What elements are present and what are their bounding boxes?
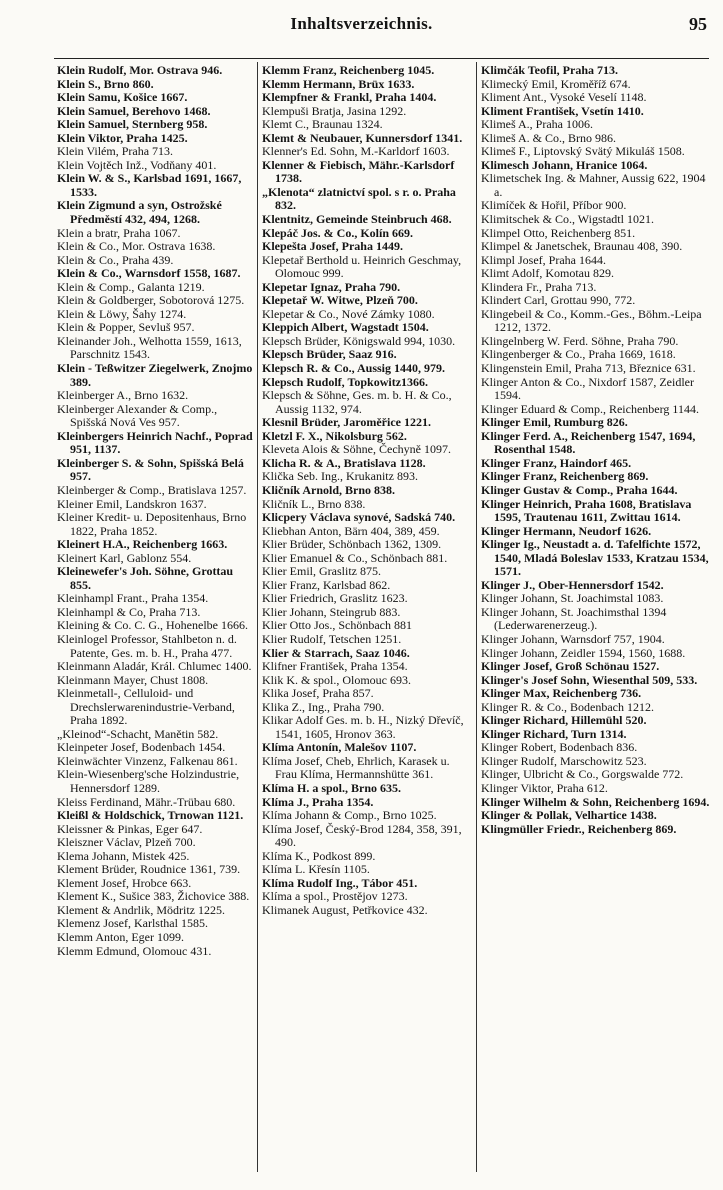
index-entry: „Kleinod“-Schacht, Manětin 582. xyxy=(57,726,219,741)
index-entry: Kliment Ant., Vysoké Veselí 1148. xyxy=(481,90,647,105)
index-entry: Klein & Löwy, Šahy 1274. xyxy=(57,306,187,321)
index-entry: „Klenota“ zlatnictví spol. s r. o. Praha 832. xyxy=(262,184,456,213)
index-entry: Klein W. & S., Karlsbad 1691, 1667, 1533. xyxy=(57,171,242,199)
index-entry: Klement Josef, Hrobce 663. xyxy=(57,875,192,890)
index-entry: Kleinert H.A., Reichenberg 1663. xyxy=(57,537,228,552)
index-entry: Klepsch Brüder, Königswald 994, 1030. xyxy=(262,333,456,348)
index-entry: Klíma Josef, Český-Brod 1284, 358, 391, 490. xyxy=(262,821,462,850)
index-entry: Klinger Franz, Reichenberg 869. xyxy=(481,469,649,484)
index-entry: Klicha R. & A., Bratislava 1128. xyxy=(262,455,426,470)
index-entry: Klimesch Johann, Hranice 1064. xyxy=(481,157,648,172)
index-entry: Klein Zigmund a syn, Ostrožské Předměstí 432, 494, 1268. xyxy=(57,198,222,227)
index-entry: Klimčák Teofil, Praha 713. xyxy=(481,63,619,77)
index-entry: Klier & Starrach, Saaz 1046. xyxy=(262,645,410,660)
index-entry: Klement K., Sušice 383, Žichovice 388. xyxy=(57,889,250,904)
index-entry: Klinger Hermann, Neudorf 1626. xyxy=(481,523,652,538)
index-entry: Kleinberger A., Brno 1632. xyxy=(57,388,189,403)
index-entry: Klinger Wilhelm & Sohn, Reichenberg 1694. xyxy=(481,794,710,809)
index-entry: Klein & Comp., Galanta 1219. xyxy=(57,279,205,294)
index-entry: Klinger Robert, Bodenbach 836. xyxy=(481,740,638,755)
index-entry: Kličník L., Brno 838. xyxy=(262,496,366,511)
index-entry: Klinger Johann, Zeidler 1594, 1560, 1688. xyxy=(481,645,686,660)
index-entry: Klinger Richard, Turn 1314. xyxy=(481,726,627,741)
header-rule xyxy=(54,58,709,59)
index-entry: Klingenberger & Co., Praha 1669, 1618. xyxy=(481,347,676,362)
index-entry: Kleppich Albert, Wagstadt 1504. xyxy=(262,320,429,335)
index-entry: Klimíček & Hořil, Příbor 900. xyxy=(481,198,627,213)
index-entry: Kleinander Joh., Welhotta 1559, 1613, Parschnitz 1543. xyxy=(57,333,242,362)
index-entry: Klein & Co., Mor. Ostrava 1638. xyxy=(57,239,216,254)
index-entry: Klíma Johann & Comp., Brno 1025. xyxy=(262,808,437,823)
index-entry: Klik K. & spol., Olomouc 693. xyxy=(262,672,411,687)
index-entry: Klinger Heinrich, Praha 1608, Bratislava 1595, Trautenau 1611, Zwittau 1614. xyxy=(481,496,692,525)
index-entry: Klinger Gustav & Comp., Praha 1644. xyxy=(481,482,678,497)
index-entry: Klimeš F., Liptovský Svätý Mikuláš 1508. xyxy=(481,144,685,159)
index-entry: Klinger Richard, Hillemühl 520. xyxy=(481,713,647,728)
index-entry: Kleinberger S. & Sohn, Spišská Belá 957. xyxy=(57,455,244,484)
index-entry: Kleinberger & Comp., Bratislava 1257. xyxy=(57,482,247,497)
index-entry: Klepetař W. Witwe, Plzeň 700. xyxy=(262,293,418,308)
page-number: 95 xyxy=(689,14,707,34)
index-entry: Klinger & Pollak, Velhartice 1438. xyxy=(481,808,657,823)
index-entry: Kleining & Co. C. G., Hohenelbe 1666. xyxy=(57,618,248,633)
index-entry: Klemt & Neubauer, Kunnersdorf 1341. xyxy=(262,130,463,145)
index-entry: Kleinert Karl, Gablonz 554. xyxy=(57,550,192,565)
index-entry: Klimetschek Ing. & Mahner, Aussig 622, 1904 a. xyxy=(481,171,706,199)
index-entry: Klepetař Berthold u. Heinrich Geschmay, Olomouc 999. xyxy=(262,252,462,281)
index-entry: Klicpery Václava synové, Sadská 740. xyxy=(262,510,456,525)
column-1 xyxy=(57,64,253,1174)
index-entry: Klifner František, Praha 1354. xyxy=(262,659,408,674)
index-entry: Klepáč Jos. & Co., Kolín 669. xyxy=(262,225,414,240)
index-entry: Klimpel & Janetschek, Braunau 408, 390. xyxy=(481,239,683,254)
index-entry: Klein - Teßwitzer Ziegelwerk, Znojmo 389. xyxy=(57,361,253,389)
index-entry: Klinger, Ulbricht & Co., Gorgswalde 772. xyxy=(481,767,684,782)
index-entry: Klinger Rudolf, Marschowitz 523. xyxy=(481,753,647,768)
index-entry: Kleiszner Václav, Plzeň 700. xyxy=(57,835,196,850)
index-entry: Klinger Ig., Neustadt a. d. Tafelfichte 1572, 1540, Mladá Boleslav 1533, Kratzau 1534, 1571. xyxy=(481,537,709,579)
index-entry: Klein & Popper, Sevluš 957. xyxy=(57,320,195,335)
index-entry: Klinger Josef, Groß Schönau 1527. xyxy=(481,659,660,674)
index-entry: Klimpl Josef, Praha 1644. xyxy=(481,252,606,267)
index-entry: Klíma J., Praha 1354. xyxy=(262,794,374,809)
column-3 xyxy=(481,64,711,1174)
index-entry: Klíma K., Podkost 899. xyxy=(262,848,376,863)
index-entry: Klein & Co., Praha 439. xyxy=(57,252,174,267)
index-entry: Kleinmetall-, Celluloid- und Drechslerwarenindustrie-Verband, Praha 1892. xyxy=(57,686,235,728)
index-entry: Klier Rudolf, Tetschen 1251. xyxy=(262,631,402,646)
index-entry: Kleinbergers Heinrich Nachf., Poprad 951, 1137. xyxy=(57,428,253,457)
index-entry: Kleinberger Alexander & Comp., Spišská Nová Ves 957. xyxy=(57,401,218,430)
index-entry: Klein & Co., Warnsdorf 1558, 1687. xyxy=(57,266,241,281)
index-entry: Klein Samuel, Berehovo 1468. xyxy=(57,103,211,118)
index-entry: Kleißl & Holdschick, Trnowan 1121. xyxy=(57,808,244,823)
index-entry: Klinger's Josef Sohn, Wiesenthal 509, 533. xyxy=(481,672,698,687)
index-entry: Klinger Eduard & Comp., Reichenberg 1144. xyxy=(481,401,699,416)
index-entry: Klinger Viktor, Praha 612. xyxy=(481,780,608,795)
index-entry: Klingebeil & Co., Komm.-Ges., Böhm.-Leipa 1212, 1372. xyxy=(481,306,702,335)
index-entry: Kletzl F. X., Nikolsburg 562. xyxy=(262,428,407,443)
index-entry: Kliment František, Vsetín 1410. xyxy=(481,103,644,118)
index-entry: Klempfner & Frankl, Praha 1404. xyxy=(262,90,437,105)
index-entry: Klier Otto Jos., Schönbach 881 xyxy=(262,618,412,633)
index-entry: Klingenstein Emil, Praha 713, Březnice 631. xyxy=(481,361,696,376)
index-entry: Klier Friedrich, Graslitz 1623. xyxy=(262,591,408,606)
index-entry: Klepetar & Co., Nové Zámky 1080. xyxy=(262,306,435,321)
index-entry: Klindera Fr., Praha 713. xyxy=(481,279,597,294)
index-entry: Klinger Johann, St. Joachimsthal 1394 (Lederwarenerzeug.). xyxy=(481,604,667,633)
index-entry: Klika Z., Ing., Praha 790. xyxy=(262,699,385,714)
index-entry: Klingmüller Friedr., Reichenberg 869. xyxy=(481,821,677,836)
index-entry: Klinger Emil, Rumburg 826. xyxy=(481,415,628,430)
index-entry: Klier Johann, Steingrub 883. xyxy=(262,604,401,619)
index-entry: Klikar Adolf Ges. m. b. H., Nizký Dřevíč, 1541, 1605, Hronov 363. xyxy=(262,713,464,741)
index-entry: Klemm Edmund, Olomouc 431. xyxy=(57,943,212,958)
index-entry: Klepešta Josef, Praha 1449. xyxy=(262,239,403,254)
index-entry: Klentnitz, Gemeinde Steinbruch 468. xyxy=(262,212,452,227)
index-entry: Klenner & Fiebisch, Mähr.-Karlsdorf 1738. xyxy=(262,157,455,186)
index-entry: Klepsch R. & Co., Aussig 1440, 979. xyxy=(262,361,446,376)
index-entry: Klinger Max, Reichenberg 736. xyxy=(481,686,642,701)
index-entry: Kleinhampl Frant., Praha 1354. xyxy=(57,591,209,606)
index-entry: Klimeš A., Praha 1006. xyxy=(481,117,593,132)
index-entry: Klemm Franz, Reichenberg 1045. xyxy=(262,63,435,77)
index-entry: Klein & Goldberger, Sobotorová 1275. xyxy=(57,293,245,308)
index-entry: Klier Emil, Graslitz 875. xyxy=(262,564,381,579)
index-entry: Klein Samu, Košice 1667. xyxy=(57,90,188,105)
index-entry: Klement Brüder, Roudnice 1361, 739. xyxy=(57,862,241,877)
column-divider-1 xyxy=(257,62,258,1172)
index-entry: Klimpel Otto, Reichenberg 851. xyxy=(481,225,636,240)
index-entry: Klemm Hermann, Brüx 1633. xyxy=(262,76,415,91)
index-entry: Kleissner & Pinkas, Eger 647. xyxy=(57,821,203,836)
index-entry: Klinger Ferd. A., Reichenberg 1547, 1694, Rosenthal 1548. xyxy=(481,428,696,457)
index-entry: Kleinmann Mayer, Chust 1808. xyxy=(57,672,209,687)
index-entry: Klíma Josef, Cheb, Ehrlich, Karasek u. Frau Klíma, Hermannshütte 361. xyxy=(262,753,450,782)
index-entry: Klein Vilém, Praha 713. xyxy=(57,144,174,159)
index-entry: Klein-Wiesenberg'sche Holzindustrie, Hennersdorf 1289. xyxy=(57,767,240,795)
index-entry: Kleinwächter Vinzenz, Falkenau 861. xyxy=(57,753,238,768)
index-entry: Klíma Antonín, Malešov 1107. xyxy=(262,740,417,755)
index-entry: Klimanek August, Petřkovice 432. xyxy=(262,902,428,917)
index-entry: Klein Samuel, Sternberg 958. xyxy=(57,117,208,132)
index-entry: Klemt C., Braunau 1324. xyxy=(262,117,383,132)
index-entry: Klempuši Bratja, Jasina 1292. xyxy=(262,103,407,118)
index-entry: Klíma H. a spol., Brno 635. xyxy=(262,780,402,795)
index-entry: Klemenz Josef, Karlsthal 1585. xyxy=(57,916,208,931)
index-entry: Klier Emanuel & Co., Schönbach 881. xyxy=(262,550,448,565)
index-entry: Klier Brüder, Schönbach 1362, 1309. xyxy=(262,537,442,552)
index-entry: Klíma Rudolf Ing., Tábor 451. xyxy=(262,875,418,890)
index-entry: Klement & Andrlik, Mödritz 1225. xyxy=(57,902,225,917)
index-entry: Klepetar Ignaz, Praha 790. xyxy=(262,279,401,294)
index-entry: Klemm Anton, Eger 1099. xyxy=(57,930,184,944)
index-entry: Klinger Johann, Warnsdorf 757, 1904. xyxy=(481,631,665,646)
index-entry: Klička Seb. Ing., Krukanitz 893. xyxy=(262,469,418,484)
index-entry: Klinger Johann, St. Joachimstal 1083. xyxy=(481,591,664,606)
index-entry: Klinger Franz, Haindorf 465. xyxy=(481,455,632,470)
index-entry: Klimecký Emil, Kroměříž 674. xyxy=(481,76,631,91)
index-entry: Kliebhan Anton, Bärn 404, 389, 459. xyxy=(262,523,440,538)
index-entry: Klepsch Rudolf, Topkowitz1366. xyxy=(262,374,429,389)
index-entry: Klimt Adolf, Komotau 829. xyxy=(481,266,614,281)
index-entry: Kleinlogel Professor, Stahlbeton n. d. Patente, Ges. m. b. H., Praha 477. xyxy=(57,631,237,660)
index-entry: Kleiner Emil, Landskron 1637. xyxy=(57,496,207,511)
column-divider-2 xyxy=(476,62,477,1172)
index-entry: Klika Josef, Praha 857. xyxy=(262,686,374,701)
page-header xyxy=(0,14,723,38)
index-entry: Kličník Arnold, Brno 838. xyxy=(262,482,396,497)
index-entry: Klíma a spol., Prostějov 1273. xyxy=(262,889,408,904)
index-entry: Kleveta Alois & Söhne, Čechyně 1097. xyxy=(262,442,451,457)
index-entry: Klein a bratr, Praha 1067. xyxy=(57,225,181,240)
index-entry: Klinger R. & Co., Bodenbach 1212. xyxy=(481,699,654,714)
index-entry: Klindert Carl, Grottau 990, 772. xyxy=(481,293,636,308)
index-entry: Klein Viktor, Praha 1425. xyxy=(57,130,188,145)
index-entry: Klenner's Ed. Sohn, M.-Karldorf 1603. xyxy=(262,144,450,159)
column-2 xyxy=(262,64,473,1174)
index-entry: Kleinewefer's Joh. Söhne, Grottau 855. xyxy=(57,564,234,592)
index-entry: Klinger Anton & Co., Nixdorf 1587, Zeidler 1594. xyxy=(481,374,694,403)
index-entry: Klimitschek & Co., Wigstadtl 1021. xyxy=(481,212,654,227)
index-entry: Kleinpeter Josef, Bodenbach 1454. xyxy=(57,740,226,755)
index-entry: Kleiss Ferdinand, Mähr.-Trübau 680. xyxy=(57,794,236,809)
index-entry: Klepsch Brüder, Saaz 916. xyxy=(262,347,397,362)
index-entry: Kleiner Kredit- u. Depositenhaus, Brno 1822, Praha 1852. xyxy=(57,510,247,538)
index-entry: Klier Franz, Karlsbad 862. xyxy=(262,577,391,592)
index-entry: Klimeš A. & Co., Brno 986. xyxy=(481,130,617,145)
index-entry: Klesnil Brüder, Jaroměřice 1221. xyxy=(262,415,431,430)
index-entry: Klingelnberg W. Ferd. Söhne, Praha 790. xyxy=(481,333,679,348)
index-entry: Klepsch & Söhne, Ges. m. b. H. & Co., Aussig 1132, 974. xyxy=(262,388,452,416)
index-entry: Klinger J., Ober-Hennersdorf 1542. xyxy=(481,577,664,592)
index-entry: Klein Vojtěch Inž., Vodňany 401. xyxy=(57,157,217,172)
index-entry: Kleinmann Aladár, Král. Chlumec 1400. xyxy=(57,659,252,674)
index-entry: Klein S., Brno 860. xyxy=(57,76,154,91)
index-entry: Klema Johann, Mistek 425. xyxy=(57,848,190,863)
index-entry: Klíma L. Křesín 1105. xyxy=(262,862,370,877)
page-title: Inhaltsverzeichnis. xyxy=(290,14,433,33)
index-entry: Klein Rudolf, Mor. Ostrava 946. xyxy=(57,63,223,77)
index-entry: Kleinhampl & Co, Praha 713. xyxy=(57,604,201,619)
